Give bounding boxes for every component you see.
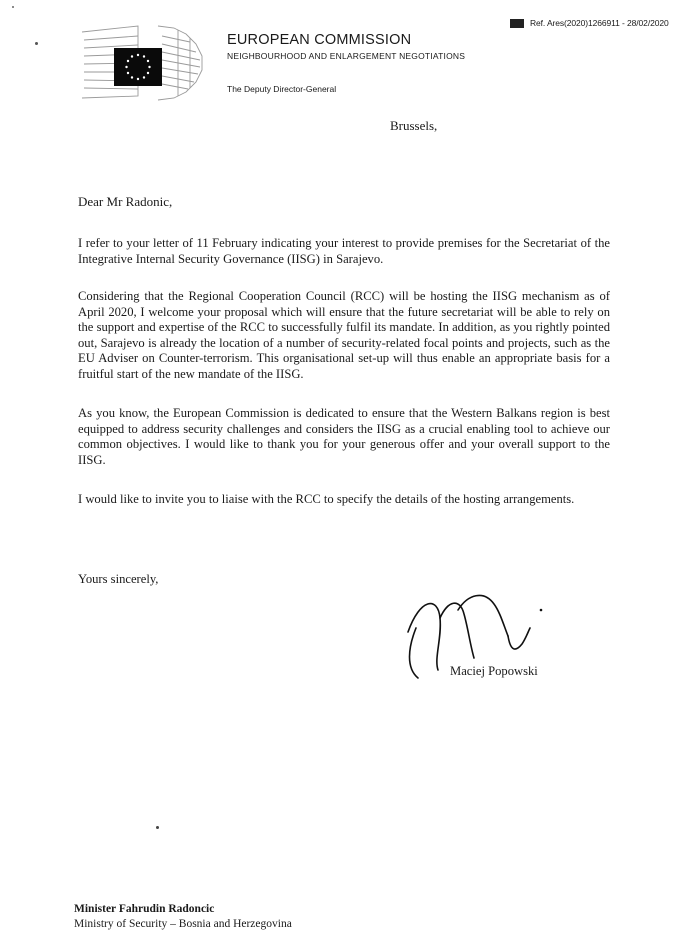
salutation: Dear Mr Radonic,	[78, 194, 173, 209]
recipient-name: Minister Fahrudin Radoncic	[74, 903, 215, 915]
reference-marker-icon	[510, 19, 524, 28]
letter-place: Brussels,	[390, 118, 438, 133]
reference-stamp	[510, 18, 669, 28]
directorate-name: NEIGHBOURHOOD AND ENLARGEMENT NEGOTIATIONS	[227, 51, 466, 61]
reference-number: Ref. Ares(2020)1266911 - 28/02/2020	[530, 18, 669, 28]
body-paragraph: As you know, the European Commission is dedicated to ensure that the Western Balkans region is best equipped to address security challenges and considers the IISG as a crucial enabling tool to achieve our common objectives. I would like to thank you for your generous offer and your overall support to the IISG.	[78, 406, 610, 467]
scan-speck	[156, 826, 159, 829]
closing: Yours sincerely,	[78, 572, 159, 586]
organization-name: EUROPEAN COMMISSION	[227, 32, 412, 48]
body-paragraph: I refer to your letter of 11 February indicating your interest to provide premises for the Secretariat of the Integrative Internal Security Governance (IISG) in Sarajevo.	[78, 236, 610, 266]
scan-speck	[35, 42, 38, 45]
signer-name: Maciej Popowski	[450, 664, 538, 678]
body-paragraph: I would like to invite you to liaise with the RCC to specify the details of the hosting arrangements.	[78, 492, 575, 506]
body-paragraph: Considering that the Regional Cooperation Council (RCC) will be hosting the IISG mechanism as of April 2020, I welcome your proposal which will ensure that the future secretariat will be able to rely on the support and expertise of the RCC to successfully fulfil its mandate. In addition, as you rightly pointed out, Sarajevo is already the location of a number of security-related focal points and projects, such as the EU Adviser on Counter-terrorism. This organisational set-up will thus enable an appropriate basis for a fruitful start of the new mandate of the IISG.	[78, 289, 610, 381]
scan-speck	[12, 6, 14, 8]
european-commission-logo-icon	[78, 22, 218, 104]
recipient-organization: Ministry of Security – Bosnia and Herzegovina	[74, 918, 292, 930]
sender-role: The Deputy Director-General	[227, 84, 337, 94]
